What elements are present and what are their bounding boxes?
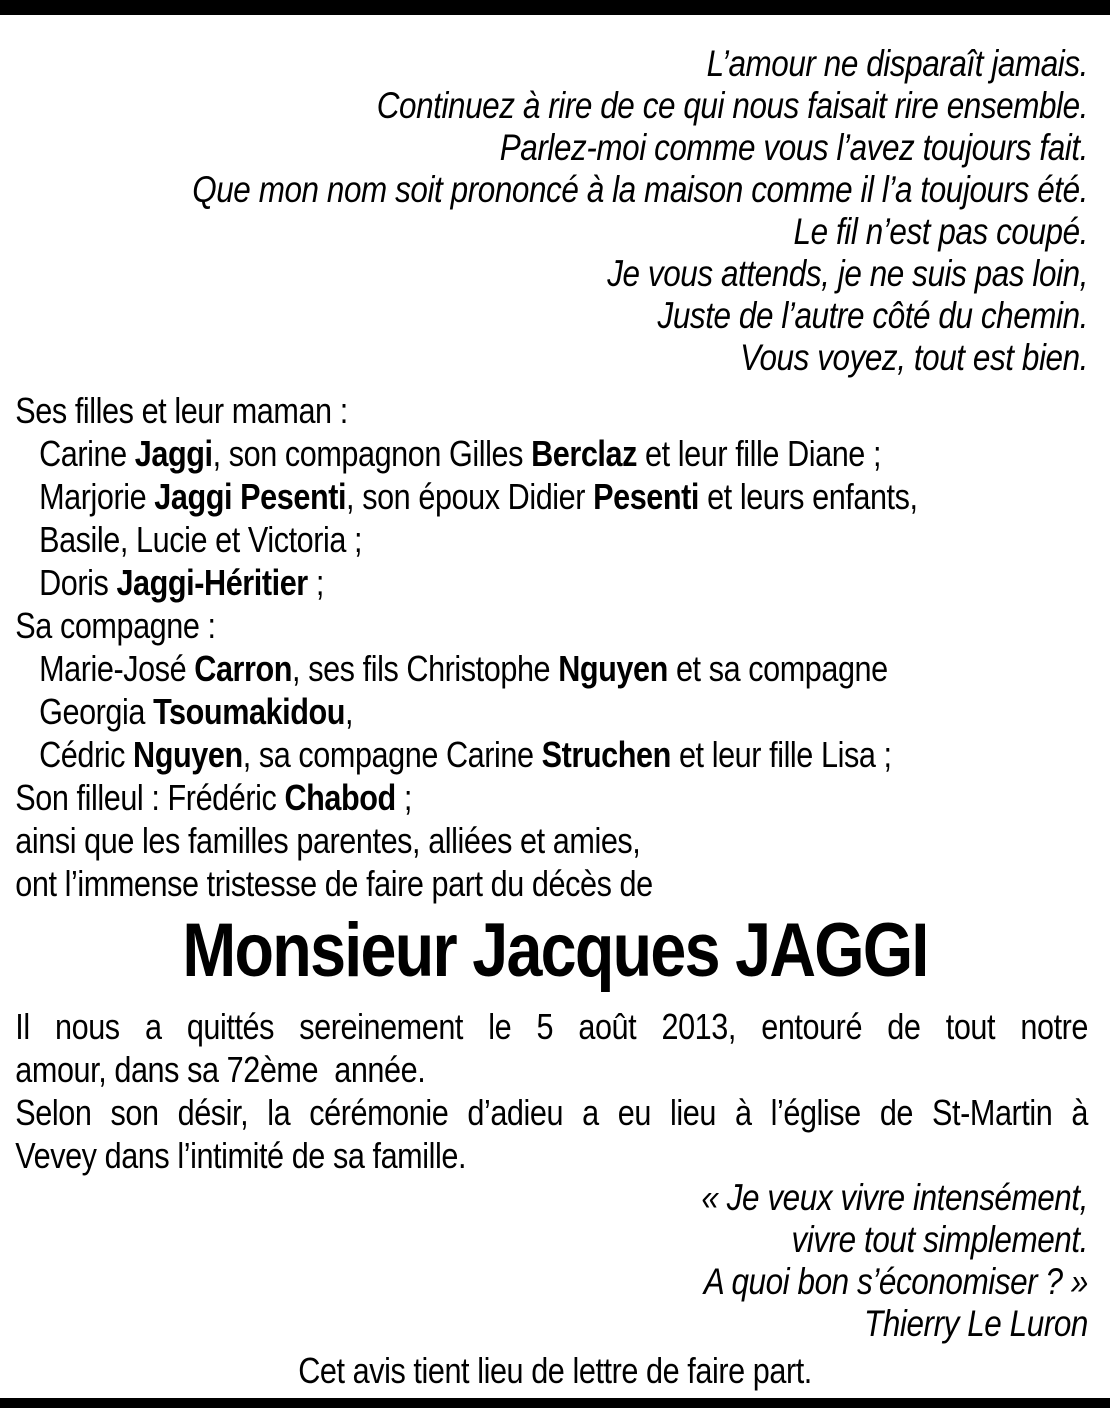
poem-line: L’amour ne disparaît jamais. bbox=[706, 43, 1088, 84]
family-line bbox=[15, 561, 1110, 604]
family-line bbox=[15, 389, 1110, 432]
family-text: ; bbox=[307, 562, 324, 603]
poem-line: Que mon nom soit prononcé à la maison comme il l’a toujours été. bbox=[192, 169, 1089, 210]
family-text: et sa compagne bbox=[667, 648, 888, 689]
family-text: Sa compagne : bbox=[15, 605, 216, 646]
announcement-line: Selon son désir, la cérémonie d’adieu a eu lieu à l’église de St-Martin à bbox=[15, 1092, 1088, 1133]
family-line bbox=[15, 647, 1110, 690]
family-line bbox=[15, 432, 1110, 475]
top-border-bar bbox=[0, 0, 1110, 15]
closing-quote bbox=[0, 1177, 1110, 1345]
family-text: , son compagnon Gilles bbox=[212, 433, 532, 474]
family-text: Son filleul : Frédéric bbox=[15, 777, 285, 818]
poem-line: Vous voyez, tout est bien. bbox=[740, 337, 1088, 378]
family-text: Cédric bbox=[39, 734, 134, 775]
announcement-line: Vevey dans l’intimité de sa famille. bbox=[15, 1135, 467, 1176]
family-text: ont l’immense tristesse de faire part du décès de bbox=[15, 863, 653, 904]
family-text: , son époux Didier bbox=[346, 476, 594, 517]
family-text: et leurs enfants, bbox=[699, 476, 918, 517]
family-line bbox=[15, 518, 1110, 561]
poem-line: Le fil n’est pas coupé. bbox=[793, 211, 1088, 252]
poem-line: Continuez à rire de ce qui nous faisait rire ensemble. bbox=[376, 85, 1088, 126]
family-surname-bold: Nguyen bbox=[558, 648, 668, 689]
family-text: Basile, Lucie et Victoria ; bbox=[39, 519, 363, 560]
family-line bbox=[15, 475, 1110, 518]
family-surname-bold: Chabod bbox=[284, 777, 396, 818]
quote-line: « Je veux vivre intensément, bbox=[701, 1177, 1088, 1218]
family-surname-bold: Pesenti bbox=[593, 476, 700, 517]
family-text: Doris bbox=[39, 562, 117, 603]
family-text: ; bbox=[395, 777, 412, 818]
family-surname-bold: Carron bbox=[194, 648, 293, 689]
family-surname-bold: Struchen bbox=[541, 734, 671, 775]
family-text: Marie-José bbox=[39, 648, 195, 689]
family-line bbox=[15, 604, 1110, 647]
family-text: et leur fille Lisa ; bbox=[670, 734, 892, 775]
poem-line: Juste de l’autre côté du chemin. bbox=[657, 295, 1088, 336]
quote-line: vivre tout simplement. bbox=[791, 1219, 1088, 1260]
family-list bbox=[0, 389, 1110, 905]
family-surname-bold: Tsoumakidou bbox=[153, 691, 346, 732]
family-surname-bold: Jaggi-Héritier bbox=[116, 562, 308, 603]
poem-line: Je vous attends, je ne suis pas loin, bbox=[607, 253, 1088, 294]
quote-attribution: Thierry Le Luron bbox=[864, 1303, 1088, 1344]
family-surname-bold: Nguyen bbox=[133, 734, 243, 775]
family-text: Marjorie bbox=[39, 476, 155, 517]
quote-line: A quoi bon s’économiser ? » bbox=[703, 1261, 1088, 1302]
footer-note: Cet avis tient lieu de lettre de faire part. bbox=[298, 1350, 812, 1391]
family-text: Carine bbox=[39, 433, 135, 474]
family-text: Georgia bbox=[39, 691, 154, 732]
deceased-name-title: Monsieur Jacques JAGGI bbox=[182, 908, 928, 993]
family-text: ainsi que les familles parentes, alliées et amies, bbox=[15, 820, 641, 861]
family-surname-bold: Berclaz bbox=[531, 433, 637, 474]
announcement-line: Il nous a quittés sereinement le 5 août 2013, entouré de tout notre bbox=[15, 1006, 1088, 1047]
family-text: et leur fille Diane ; bbox=[636, 433, 882, 474]
announcement-text bbox=[0, 1005, 1110, 1177]
family-text: , bbox=[345, 691, 354, 732]
family-text: , ses fils Christophe bbox=[292, 648, 559, 689]
family-surname-bold: Jaggi bbox=[134, 433, 213, 474]
family-surname-bold: Jaggi Pesenti bbox=[154, 476, 347, 517]
family-text: , sa compagne Carine bbox=[242, 734, 542, 775]
opening-poem bbox=[0, 15, 1110, 379]
family-line bbox=[15, 733, 1110, 776]
family-text: Ses filles et leur maman : bbox=[15, 390, 348, 431]
family-line bbox=[15, 776, 1110, 819]
poem-line: Parlez-moi comme vous l’avez toujours fait. bbox=[499, 127, 1089, 168]
announcement-line: amour, dans sa 72ème année. bbox=[15, 1049, 426, 1090]
family-line bbox=[15, 819, 1110, 862]
family-line bbox=[15, 690, 1110, 733]
family-line bbox=[15, 862, 1110, 905]
